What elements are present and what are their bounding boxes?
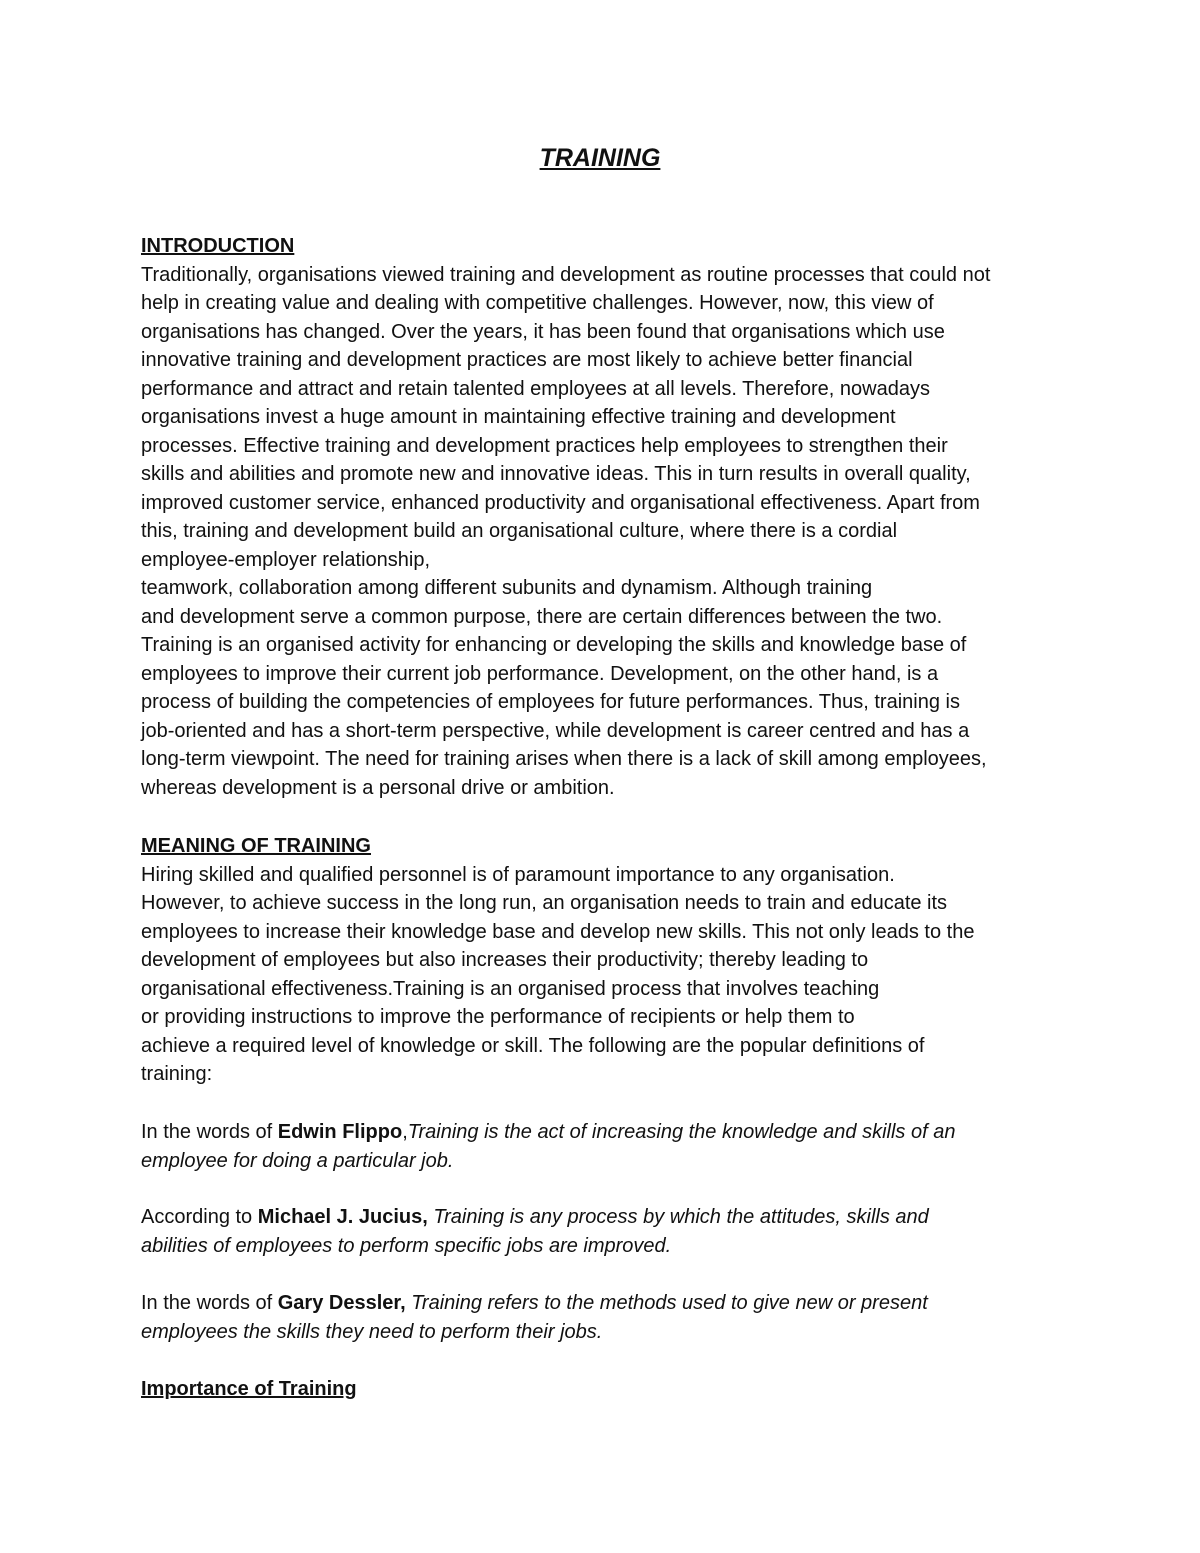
paragraph-line: processes. Effective training and development practices help employees to strengthen their [141, 434, 948, 457]
paragraph-line: or providing instructions to improve the performance of recipients or help them to [141, 1006, 855, 1028]
paragraph-line: organisations invest a huge amount in maintaining effective training and development [141, 406, 896, 428]
paragraph-line: achieve a required level of knowledge or skill. The following are the popular definitions of [141, 1034, 925, 1057]
paragraph-line: long-term viewpoint. The need for training arises when there is a lack of skill among employees, [141, 748, 987, 770]
paragraph-line: whereas development is a personal drive or ambition. [141, 776, 615, 799]
paragraph-line: employees to increase their knowledge base and develop new skills. This not only leads to the [141, 920, 975, 943]
paragraph-line: organisations has changed. Over the years, it has been found that organisations which use [141, 320, 945, 343]
paragraph-line: job-oriented and has a short-term perspective, while development is career centred and has a [141, 719, 970, 742]
paragraph-line: help in creating value and dealing with competitive challenges. However, now, this view of [141, 292, 934, 314]
definition-author: Gary Dessler, [277, 1292, 406, 1314]
definition-quote: Training refers to the methods used to give new or present [411, 1292, 928, 1314]
paragraph-line: improved customer service, enhanced productivity and organisational effectiveness. Apart from [141, 491, 980, 514]
paragraph-line: development of employees but also increases their productivity; thereby leading to [141, 949, 869, 971]
paragraph-line: employees to improve their current job performance. Development, on the other hand, is a [141, 662, 939, 685]
definition-flippo [141, 1118, 955, 1175]
definition-prefix: According to [141, 1206, 258, 1228]
definition-dessler [141, 1289, 928, 1346]
definition-quote: Training is the act of increasing the knowledge and skills of an [407, 1121, 956, 1143]
definition-separator: , [402, 1121, 408, 1143]
paragraph-line: performance and attract and retain talented employees at all levels. Therefore, nowadays [141, 377, 930, 400]
importance-heading: Importance of Training [141, 1378, 357, 1400]
definition-quote-continued: employee for doing a particular job. [141, 1149, 454, 1172]
definition-jucius [141, 1203, 929, 1260]
importance-section [141, 1375, 357, 1404]
meaning-heading: MEANING OF TRAINING [141, 835, 371, 857]
paragraph-line: skills and abilities and promote new and innovative ideas. This in turn results in overall quality, [141, 463, 971, 485]
introduction-heading: INTRODUCTION [141, 235, 295, 257]
paragraph-line: employee-employer relationship, [141, 548, 431, 571]
paragraph-line: this, training and development build an organisational culture, where there is a cordial [141, 520, 898, 542]
paragraph-line: Hiring skilled and qualified personnel is of paramount importance to any organisation. [141, 863, 895, 886]
definition-quote-continued: abilities of employees to perform specific jobs are improved. [141, 1234, 672, 1257]
definition-author: Michael J. Jucius, [257, 1206, 428, 1228]
meaning-section [141, 832, 974, 1089]
introduction-section [141, 232, 990, 802]
definition-prefix: In the words of [141, 1292, 278, 1314]
paragraph-line: process of building the competencies of employees for future performances. Thus, training is [141, 691, 960, 713]
paragraph-line: Traditionally, organisations viewed training and development as routine processes that could not [141, 263, 991, 286]
paragraph-line: Training is an organised activity for enhancing or developing the skills and knowledge base of [141, 634, 967, 656]
definition-quote-continued: employees the skills they need to perform their jobs. [141, 1320, 603, 1343]
paragraph-line: training: [141, 1063, 213, 1085]
paragraph-line: organisational effectiveness.Training is an organised process that involves teaching [141, 977, 880, 1000]
introduction-paragraph [141, 261, 990, 803]
paragraph-line: innovative training and development practices are most likely to achieve better financial [141, 349, 913, 371]
definition-quote: Training is any process by which the attitudes, skills and [433, 1206, 929, 1228]
definition-author: Edwin Flippo [277, 1121, 403, 1143]
paragraph-line: and development serve a common purpose, there are certain differences between the two. [141, 605, 943, 628]
meaning-paragraph [141, 861, 974, 1089]
paragraph-line: teamwork, collaboration among different subunits and dynamism. Although training [141, 577, 873, 599]
paragraph-line: However, to achieve success in the long run, an organisation needs to train and educate its [141, 892, 948, 914]
definition-prefix: In the words of [141, 1121, 278, 1143]
document-title: TRAINING [539, 144, 661, 172]
